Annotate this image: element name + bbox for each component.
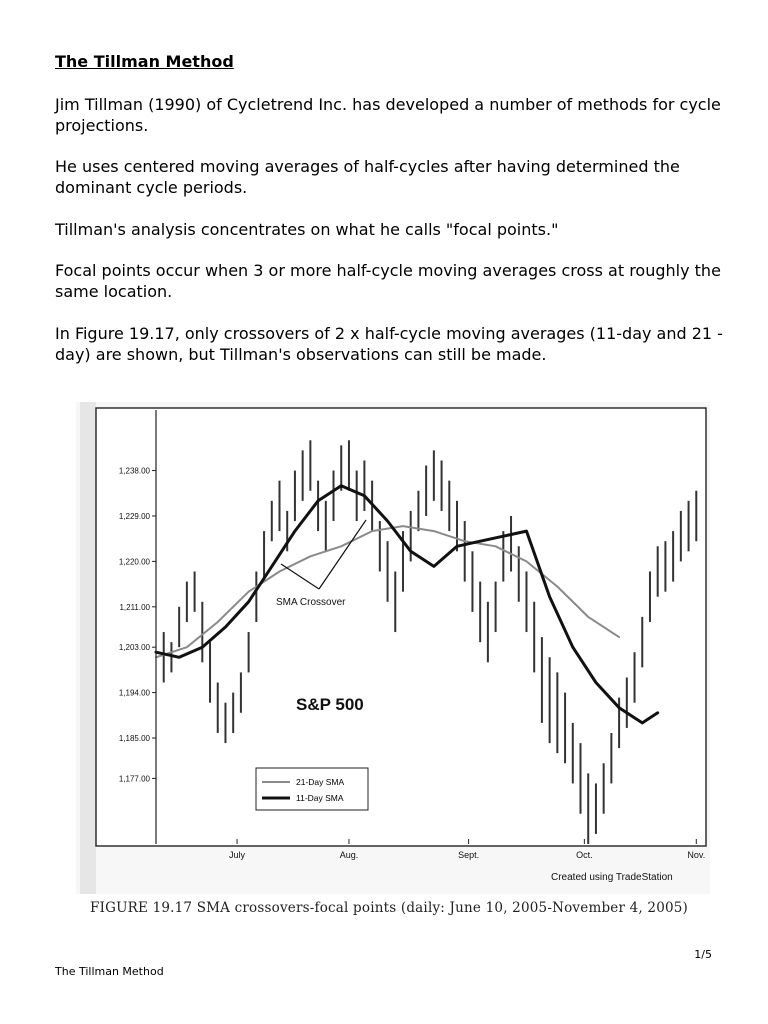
paragraph-3: Tillman's analysis concentrates on what he calls "focal points." [55, 220, 559, 239]
y-tick-label: 1,194.00 [118, 688, 150, 698]
paragraph-4: Focal points occur when 3 or more half-cycle moving averages cross at roughly the same location. [55, 261, 721, 301]
page-number: 1/5 [694, 948, 712, 961]
document-title: The Tillman Method [55, 52, 234, 71]
chart-frame [96, 408, 706, 846]
y-tick-label: 1,229.00 [118, 511, 150, 521]
chart-title: S&P 500 [296, 695, 364, 714]
paragraph-1: Jim Tillman (1990) of Cycletrend Inc. has developed a number of methods for cycle projections. [55, 95, 721, 135]
annotation-label: SMA Crossover [276, 597, 346, 608]
scan-shadow [80, 402, 96, 894]
paragraph-5: In Figure 19.17, only crossovers of 2 x half-cycle moving averages (11-day and 21 -day) are shown, but Tillman's observations can still be made. [55, 324, 723, 364]
y-tick-label: 1,220.00 [118, 557, 150, 567]
x-tick-label: July [229, 850, 246, 860]
legend-label-11: 11-Day SMA [296, 793, 344, 803]
legend-label-21: 21-Day SMA [296, 777, 345, 787]
figure-chart [76, 402, 710, 894]
x-tick-label: Oct. [576, 850, 593, 860]
page-footer: The Tillman Method [55, 965, 164, 978]
y-tick-label: 1,211.00 [119, 602, 150, 612]
legend [256, 768, 368, 810]
chart-credit: Created using TradeStation [551, 872, 673, 883]
y-tick-label: 1,185.00 [118, 734, 150, 744]
x-tick-label: Sept. [458, 850, 480, 860]
figure-caption: FIGURE 19.17 SMA crossovers-focal points (daily: June 10, 2005-November 4, 2005) [90, 900, 689, 916]
y-tick-label: 1,177.00 [118, 774, 150, 784]
y-tick-label: 1,238.00 [118, 466, 150, 476]
x-tick-label: Aug. [339, 850, 359, 860]
x-tick-label: Nov. [687, 850, 706, 860]
y-tick-label: 1,203.00 [118, 643, 150, 653]
paragraph-2: He uses centered moving averages of half-cycles after having determined the dominant cycle periods. [55, 157, 680, 197]
legend-box [256, 768, 368, 810]
sp500-chart [76, 402, 710, 894]
